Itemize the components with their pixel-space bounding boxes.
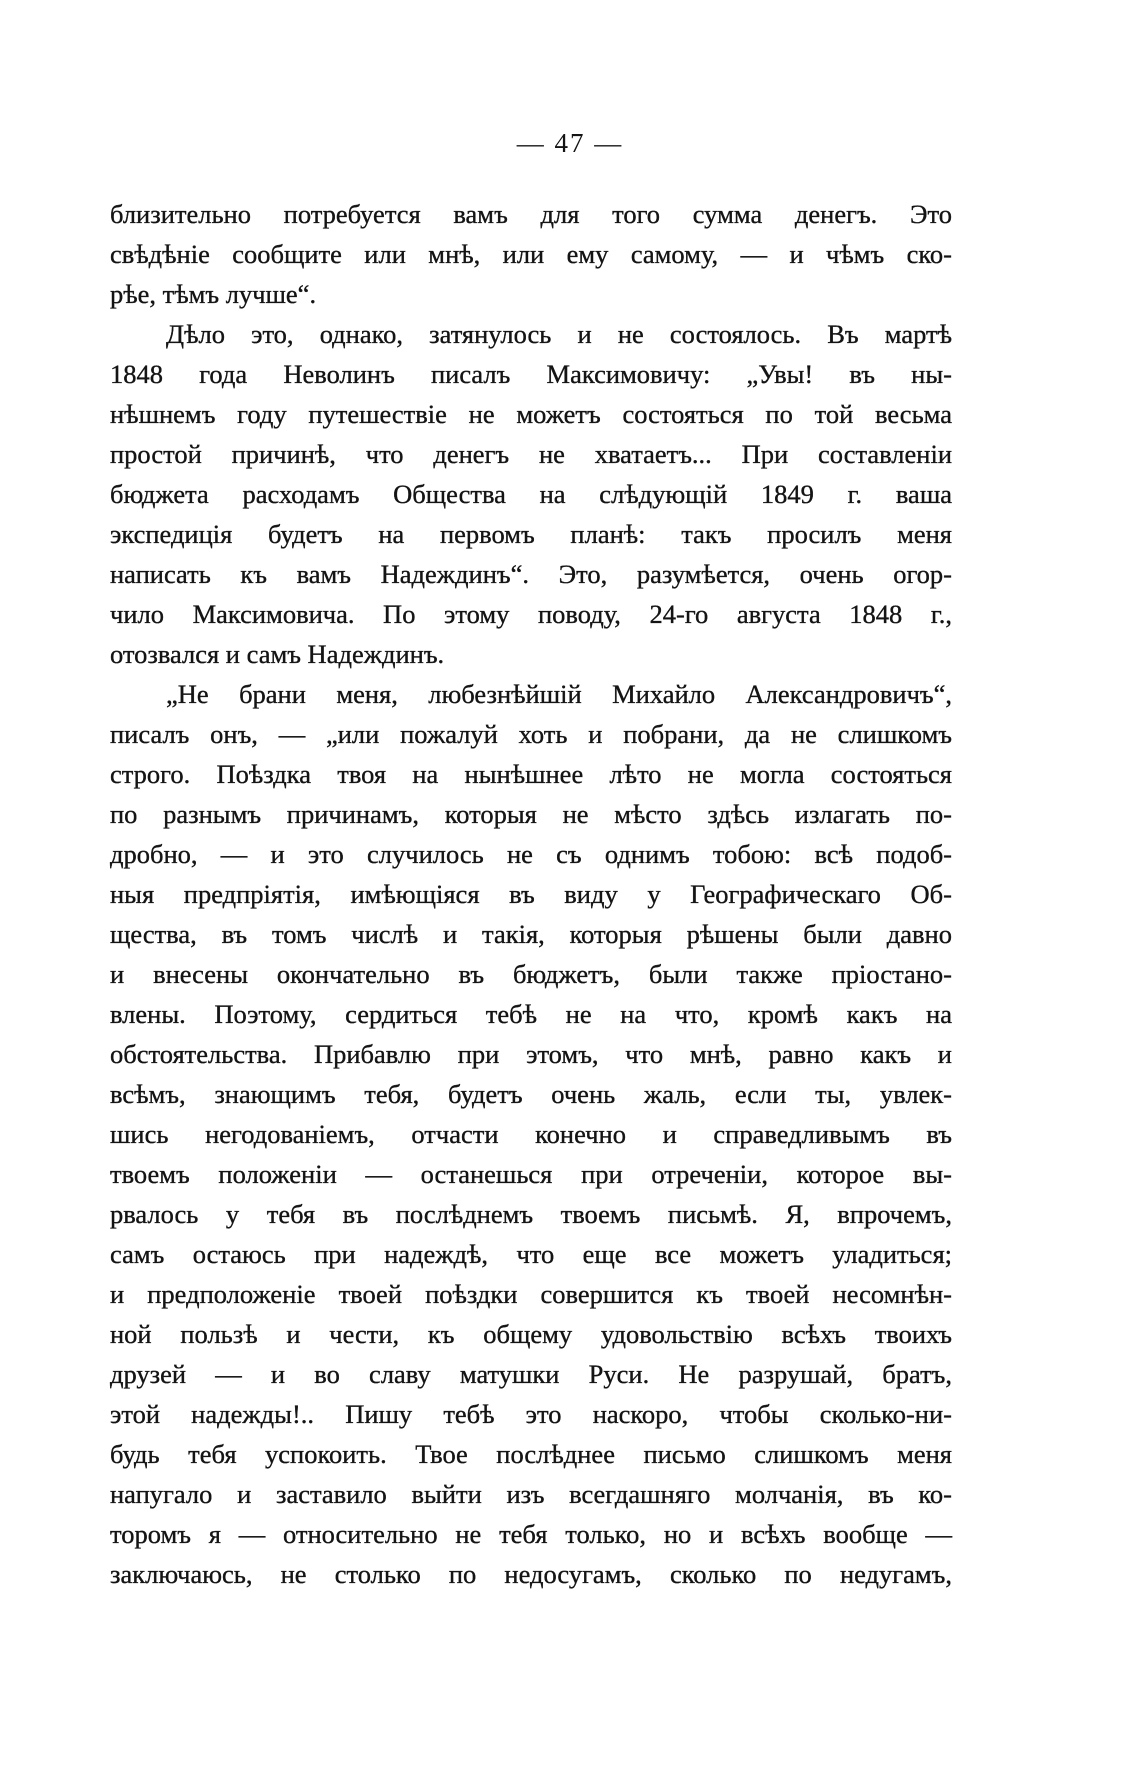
text-line: обстоятельства. Прибавлю при этомъ, что мнѣ, равно какъ и xyxy=(110,1039,952,1069)
text-line: писалъ онъ, — „или пожалуй хоть и побрани, да не слишкомъ xyxy=(110,719,952,749)
text-line: близительно потребуется вамъ для того сумма денегъ. Это xyxy=(110,199,952,229)
text-line: ныя предпріятія, имѣющіяся въ виду у Географическаго Об- xyxy=(110,879,952,909)
text-line: бюджета расходамъ Общества на слѣдующій 1849 г. ваша xyxy=(110,479,952,509)
text-line: заключаюсь, не столько по недосугамъ, сколько по недугамъ, xyxy=(110,1559,952,1589)
text-line: написать къ вамъ Надеждинъ“. Это, разумѣется, очень огор- xyxy=(110,559,952,589)
text-line: простой причинѣ, что денегъ не хватаетъ... При составленіи xyxy=(110,439,952,469)
text-line: ной пользѣ и чести, къ общему удовольствію всѣхъ твоихъ xyxy=(110,1319,952,1349)
text-line: будь тебя успокоить. Твое послѣднее письмо слишкомъ меня xyxy=(110,1439,952,1469)
text-line: экспедиція будетъ на первомъ планѣ: такъ просилъ меня xyxy=(110,519,952,549)
text-line: свѣдѣніе сообщите или мнѣ, или ему самому, — и чѣмъ ско- xyxy=(110,239,952,269)
page-number: — 47 — xyxy=(516,128,624,158)
text-line: щества, въ томъ числѣ и такія, которыя рѣшены были давно xyxy=(110,919,952,949)
text-line: всѣмъ, знающимъ тебя, будетъ очень жаль, если ты, увлек- xyxy=(110,1079,952,1109)
text-line: по разнымъ причинамъ, которыя не мѣсто здѣсь излагать по- xyxy=(110,799,952,829)
text-line: напугало и заставило выйти изъ всегдашняго молчанія, въ ко- xyxy=(110,1479,952,1509)
text-line: чило Максимовича. По этому поводу, 24-го августа 1848 г., xyxy=(110,599,952,629)
text-line: самъ остаюсь при надеждѣ, что еще все можетъ уладиться; xyxy=(110,1239,952,1269)
text-line: отозвался и самъ Надеждинъ. xyxy=(110,639,445,669)
text-line: строго. Поѣздка твоя на нынѣшнее лѣто не могла состояться xyxy=(110,759,952,789)
text-line: дробно, — и это случилось не съ однимъ тобою: всѣ подоб- xyxy=(110,839,952,869)
text-line: рвалось у тебя въ послѣднемъ твоемъ письмѣ. Я, впрочемъ, xyxy=(110,1199,952,1229)
text-line: влены. Поэтому, сердиться тебѣ не на что, кромѣ какъ на xyxy=(110,999,952,1029)
text-line: торомъ я — относительно не тебя только, но и всѣхъ вообще — xyxy=(110,1519,952,1549)
text-line: друзей — и во славу матушки Руси. Не разрушай, братъ, xyxy=(110,1359,952,1389)
text-line: и предположеніе твоей поѣздки совершится къ твоей несомнѣн- xyxy=(110,1279,952,1309)
text-line: и внесены окончательно въ бюджетъ, были также пріостано- xyxy=(110,959,952,989)
paragraph-first-line: Дѣло это, однако, затянулось и не состоялось. Въ мартѣ xyxy=(166,319,952,349)
text-line: твоемъ положеніи — останешься при отреченіи, которое вы- xyxy=(110,1159,952,1189)
text-line: этой надежды!.. Пишу тебѣ это наскоро, чтобы сколько-ни- xyxy=(110,1399,952,1429)
text-line: 1848 года Неволинъ писалъ Максимовичу: „Увы! въ ны- xyxy=(110,359,952,389)
text-line: рѣе, тѣмъ лучше“. xyxy=(110,279,317,309)
text-line: нѣшнемъ году путешествіе не можетъ состояться по той весьма xyxy=(110,399,952,429)
text-line: шись негодованіемъ, отчасти конечно и справедливымъ въ xyxy=(110,1119,952,1149)
paragraph-first-line: „Не брани меня, любезнѣйшій Михайло Александровичъ“, xyxy=(166,679,952,709)
